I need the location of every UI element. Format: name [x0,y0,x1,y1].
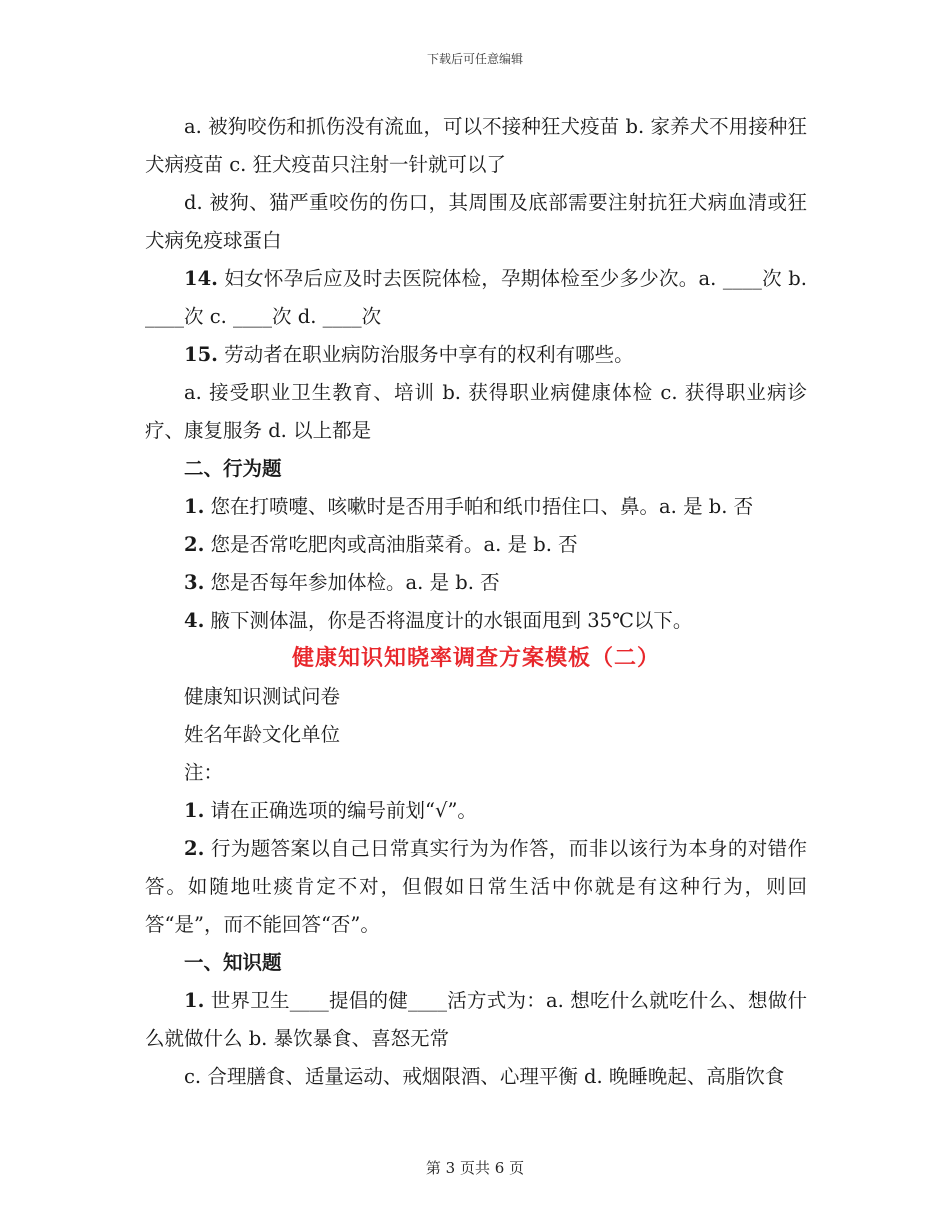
questionnaire-name: 健康知识测试问卷 [184,685,341,708]
behavior-question-2 [145,526,807,564]
question-number: 4. [184,609,205,632]
section-title: 健康知识知晓率调查方案模板（二） [291,646,660,671]
note-text: 行为题答案以自己日常真实行为为作答，而非以该行为本身的对错作答。如随地吐痰肯定不对，但假如日常生活中你就是有这种行为，则回答“是”，而不能回答“否”。 [145,837,807,936]
question-number: 1. [184,495,205,518]
question-number: 2. [184,533,205,556]
question-text: 腋下测体温，你是否将温度计的水银面甩到 35℃以下。 [204,609,693,632]
document-body [145,108,807,1096]
behavior-heading: 二、行为题 [184,457,282,480]
paragraph-q13-options-abc: a. 被狗咬伤和抓伤没有流血，可以不接种狂犬疫苗 b. 家养犬不用接种狂犬病疫苗 c. 狂犬疫苗只注射一针就可以了 [145,115,807,176]
question-number: 15. [184,343,218,366]
question-text: 世界卫生____提倡的健____活方式为：a. 想吃什么就吃什么、想做什么就做什么 b. 暴饮暴食、喜怒无常 [145,989,807,1050]
question-text: 劳动者在职业病防治服务中享有的权利有哪些。 [217,343,634,366]
question-text: 您是否每年参加体检。a. 是 b. 否 [204,571,500,594]
question-text: 您在打喷嚏、咳嗽时是否用手帕和纸巾捂住口、鼻。a. 是 b. 否 [204,495,754,518]
note-text: 请在正确选项的编号前划“√”。 [204,799,477,822]
question-number: 14. [184,267,218,290]
question-15-options: a. 接受职业卫生教育、培训 b. 获得职业病健康体检 c. 获得职业病诊疗、康复服务 d. 以上都是 [145,381,807,442]
knowledge-question-1 [145,982,807,1058]
page-footer: 第 3 页共 6 页 [425,1159,525,1177]
note-label: 注： [184,761,224,784]
question-number: 3. [184,571,205,594]
note-1 [145,792,807,830]
behavior-question-4 [145,602,807,640]
page-header: 下载后可任意编辑 [426,52,523,66]
note-number: 2. [184,837,205,860]
paragraph-q13-option-d: d. 被狗、猫严重咬伤的伤口，其周围及底部需要注射抗狂犬病血清或狂犬病免疫球蛋白 [145,191,807,252]
respondent-info-line: 姓名年龄文化单位 [184,723,341,746]
behavior-question-1 [145,488,807,526]
knowledge-question-1-options: c. 合理膳食、适量运动、戒烟限酒、心理平衡 d. 晚睡晚起、高脂饮食 [184,1065,785,1088]
behavior-question-3 [145,564,807,602]
question-15 [145,336,807,374]
note-number: 1. [184,799,205,822]
knowledge-heading: 一、知识题 [184,951,282,974]
question-14 [145,260,807,336]
question-text: 您是否常吃肥肉或高油脂菜肴。a. 是 b. 否 [204,533,578,556]
question-number: 1. [184,989,205,1012]
note-2 [145,830,807,944]
question-text: 妇女怀孕后应及时去医院体检，孕期体检至少多少次。a. ____次 b. ____次 c. ____次 d. ____次 [145,267,807,328]
